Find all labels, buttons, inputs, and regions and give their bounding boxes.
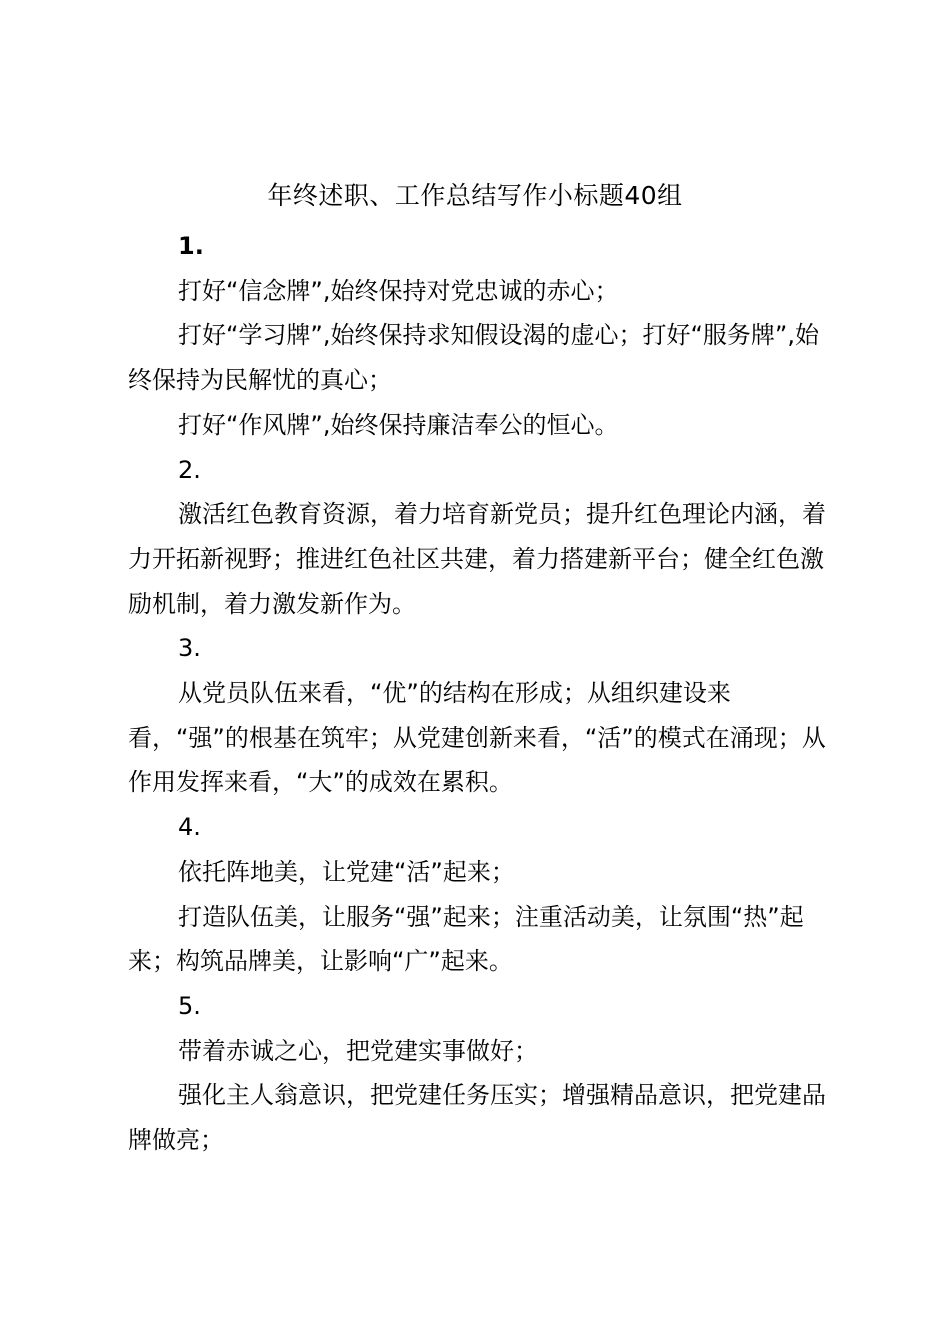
paragraph: 打造队伍美，让服务“强”起来；注重活动美，让氛围“热”起来；构筑品牌美，让影响“广”起来。 bbox=[128, 902, 804, 976]
paragraph: 从党员队伍来看，“优”的结构在形成；从组织建设来看，“强”的根基在筑牢；从党建创新来看，“活”的模式在涌现；从作用发挥来看，“大”的成效在累积。 bbox=[128, 679, 826, 797]
document-body bbox=[128, 224, 828, 1163]
section-number: 5. bbox=[178, 991, 201, 1020]
paragraph: 打好“信念牌”,始终保持对党忠诚的赤心； bbox=[178, 276, 619, 305]
paragraph: 打好“学习牌”,始终保持求知假设渴的虚心；打好“服务牌”,始终保持为民解忧的真心； bbox=[128, 321, 819, 395]
section-number: 4. bbox=[178, 813, 201, 842]
section-number: 2. bbox=[178, 455, 201, 484]
section-number: 3. bbox=[178, 634, 201, 663]
paragraph: 依托阵地美，让党建“活”起来； bbox=[178, 857, 515, 886]
document-title: 年终述职、工作总结写作小标题40组 bbox=[267, 181, 683, 210]
paragraph: 激活红色教育资源，着力培育新党员；提升红色理论内涵，着力开拓新视野；推进红色社区共建，着力搭建新平台；健全红色激励机制，着力激发新作为。 bbox=[128, 500, 826, 618]
section-number: 1. bbox=[178, 232, 204, 260]
paragraph: 带着赤诚之心，把党建实事做好； bbox=[178, 1036, 538, 1065]
paragraph: 打好“作风牌”,始终保持廉洁奉公的恒心。 bbox=[178, 410, 619, 439]
paragraph: 强化主人翁意识，把党建任务压实；增强精品意识，把党建品牌做亮； bbox=[128, 1081, 826, 1155]
